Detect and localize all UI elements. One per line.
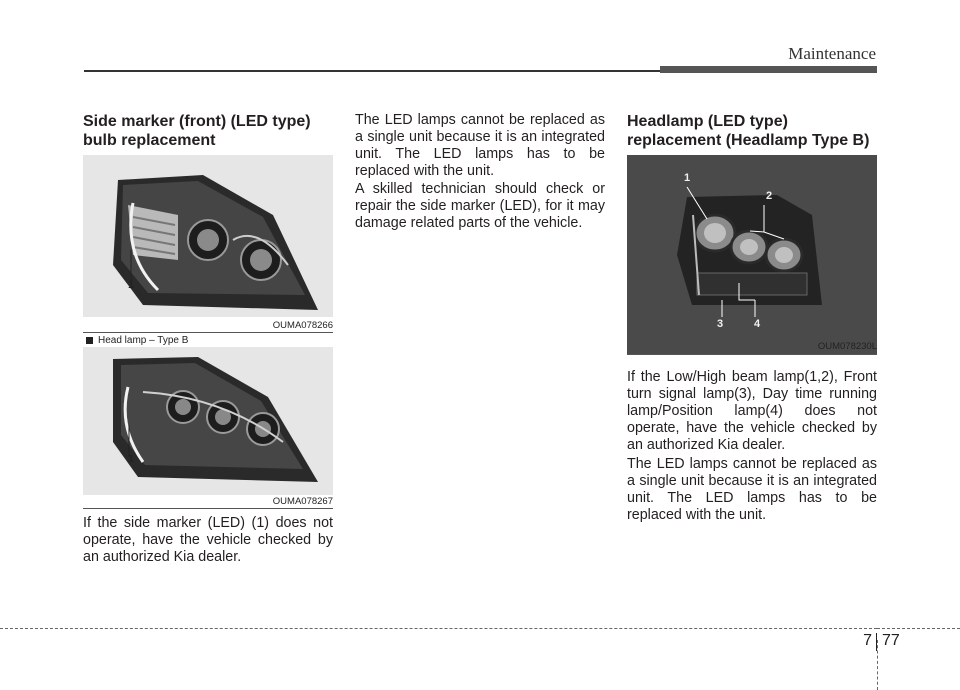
figure-divider <box>83 508 333 509</box>
headlamp-replacement-heading: Headlamp (LED type) replacement (Headlamp Type B) <box>627 113 870 149</box>
headlamp-led-image <box>627 155 877 355</box>
figure-callout-1: 1 <box>684 172 691 184</box>
section-title: Maintenance <box>788 44 876 63</box>
figure-callout-3: 3 <box>717 318 724 330</box>
side-marker-paragraph: If the side marker (LED) (1) does not operate, have the vehicle checked by an authorized Kia dealer. <box>83 515 333 565</box>
footer-vertical-rule <box>877 640 878 690</box>
headlamp-paragraph-2: The LED lamps cannot be replaced as a single unit because it is an integrated unit. The LED lamps has to be replaced with the unit. <box>627 456 877 523</box>
page-number-separator <box>876 633 877 651</box>
figure-a-code: OUMA078266 <box>272 320 333 331</box>
middle-paragraph-2: A skilled technician should check or repair the side marker (LED), for it may damage related parts of the vehicle. <box>355 181 605 231</box>
footer-rule <box>877 628 960 629</box>
side-marker-heading: Side marker (front) (LED type) bulb replacement <box>83 113 311 149</box>
figure-b-callout: 1 <box>128 453 135 465</box>
headlamp-type-b-image <box>83 347 333 495</box>
figure-b-code: OUMA078267 <box>272 496 333 507</box>
chapter-number: 7 <box>863 632 872 649</box>
middle-paragraph-1: The LED lamps cannot be replaced as a single unit because it is an integrated unit. The LED lamps has to be replaced with the unit. <box>355 112 605 179</box>
page-number: 77 <box>882 632 900 649</box>
headlamp-paragraph-1: If the Low/High beam lamp(1,2), Front turn signal lamp(3), Day time running lamp/Position lamp(4) does not operate, have the vehicle checked by an authorized Kia dealer. <box>627 369 877 453</box>
headlamp-type-a-image <box>83 155 333 317</box>
figure-divider <box>83 332 333 333</box>
headlamp-figure-code: OUM078230L <box>817 341 877 352</box>
square-bullet-icon <box>86 337 93 344</box>
header-rule <box>84 70 660 72</box>
figure-b-caption <box>86 335 188 346</box>
footer-rule <box>0 628 877 629</box>
figure-callout-4: 4 <box>754 318 761 330</box>
figure-b-caption-text: Head lamp – Type B <box>98 335 189 346</box>
figure-divider <box>627 354 877 355</box>
header-bar <box>660 66 877 73</box>
figure-a-callout: 1 <box>128 279 135 291</box>
figure-callout-2: 2 <box>766 190 773 202</box>
